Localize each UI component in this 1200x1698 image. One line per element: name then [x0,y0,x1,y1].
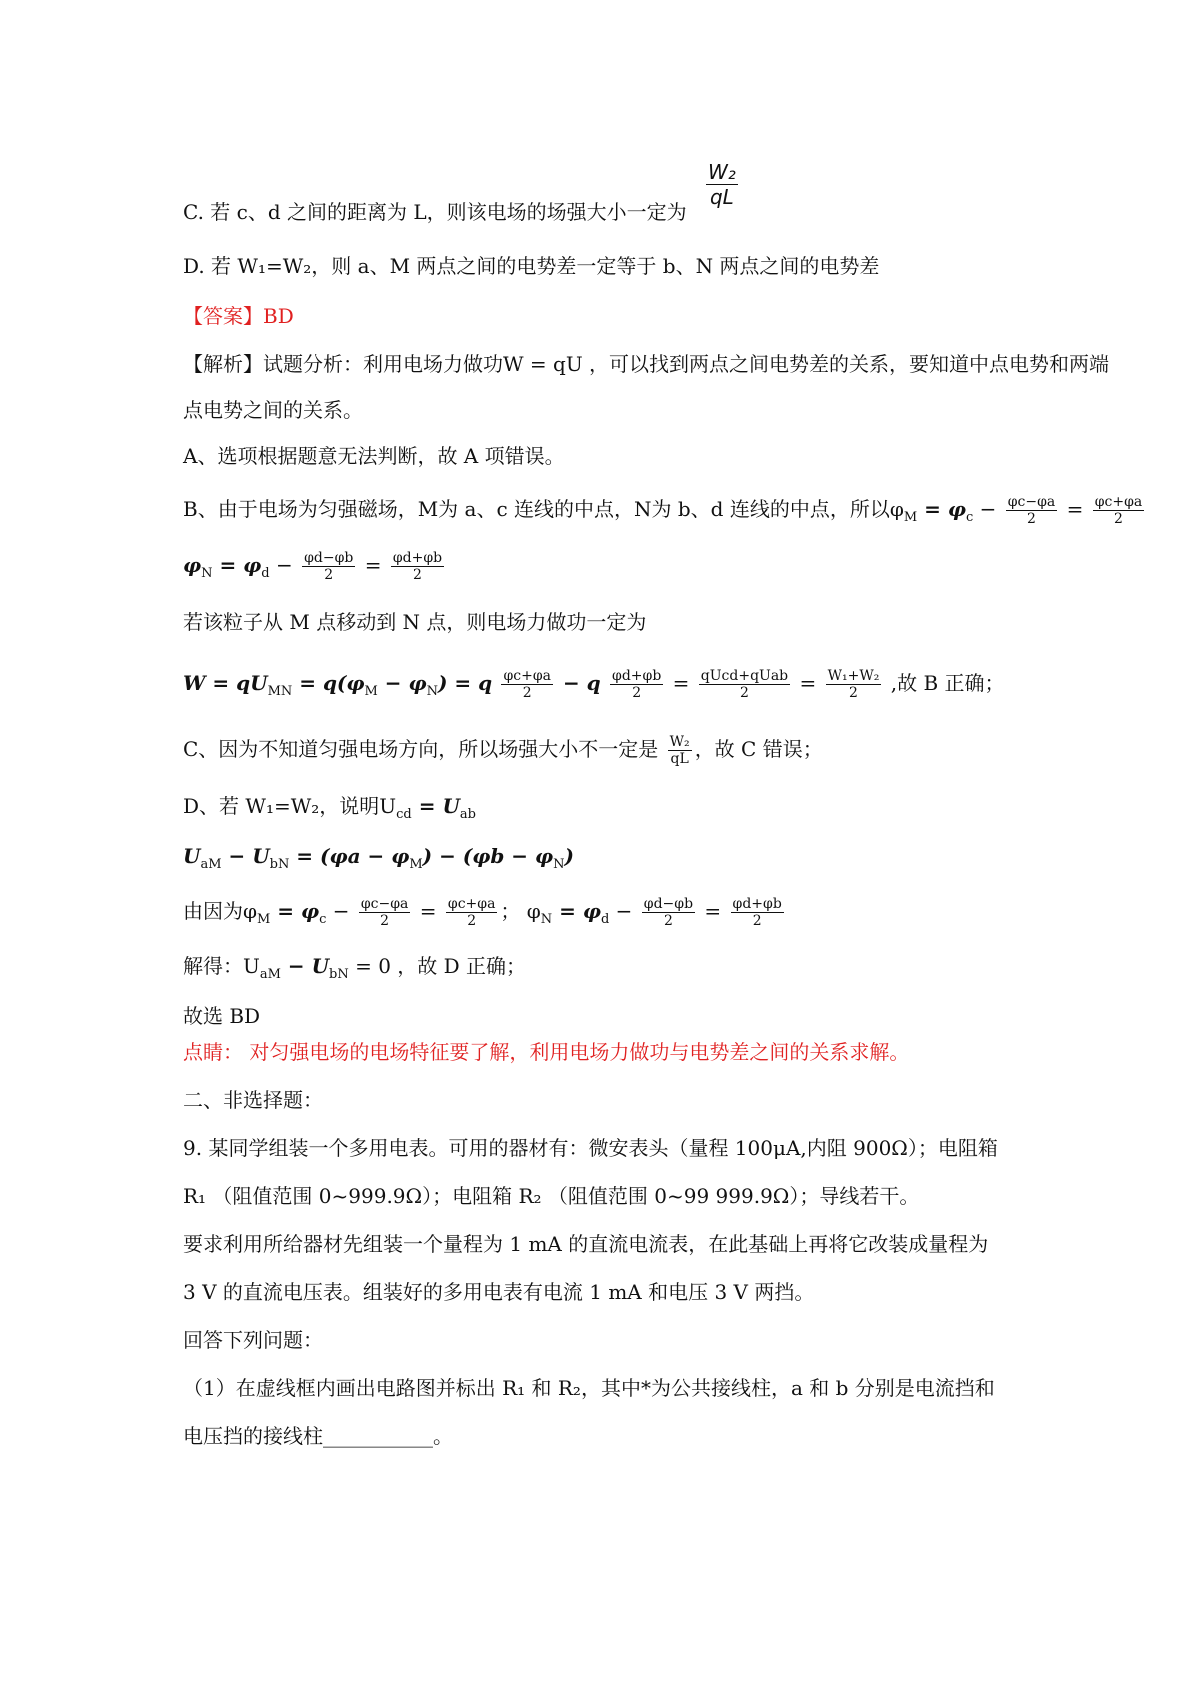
fraction: $\frac{\varphi d+\varphi b}{2}$ [392,550,443,583]
final-choice: 故选 BD [183,1004,261,1028]
fraction: $\frac{\text{W₂}}{qL}$ [669,734,690,767]
optionC-fraction: W₂ qL [708,160,736,209]
q9-line7: 电压挡的接线柱___________。 [183,1424,453,1448]
fraction: $\frac{\varphi d+\varphi b}{2}$ [732,896,782,929]
answer: 【答案】BD [183,304,294,328]
fraction: $\frac{\text{qUcd+qUab}}{2}$ [700,668,789,701]
q9-line5: 回答下列问题： [183,1328,323,1352]
q9-line4: 3 V 的直流电压表。组装好的多用电表有电流 1 mA 和电压 3 V 两挡。 [183,1280,815,1304]
q9-line3: 要求利用所给器材先组装一个量程为 1 mA 的直流电流表，在此基础上再将它改装成量程为 [183,1232,989,1256]
analysis-d-line3: 由因为$\varphi_M = \varphi_c$ − $\frac{\varphi c-\varphi a}{2}$ = $\frac{\varphi c+\varphi a}{2}$ ； $\varphi_N = \varphi_d$ − $\frac{\varphi d-\varphi b}{2}$ = $\frac{\varphi d+\varphi b}{2}$ [183,896,782,929]
analysis-intro-2: 点电势之间的关系。 [183,398,363,422]
fraction: $\frac{\varphi d-\varphi b}{2}$ [304,550,354,583]
analysis-c: C、因为不知道匀强电场方向，所以场强大小不一定是 $\frac{\text{W₂}}{qL}$ ，故 C 错误； [183,734,823,767]
option-d: D. 若 W₁=W₂，则 a、M 两点之间的电势差一定等于 b、N 两点之间的电势差 [183,254,880,278]
fraction: $\frac{\varphi c-\varphi a}{2}$ [360,896,409,929]
analysis-d-line4: 解得：$U_{aM} - U_{bN} = 0$ ，故 D 正确； [183,954,527,982]
q9-line6: （1）在虚线框内画出电路图并标出 R₁ 和 R₂，其中*为公共接线柱，a 和 b 分别是电流挡和 [183,1376,995,1400]
fraction: $\frac{\varphi c+\varphi a}{2}$ [503,668,551,701]
fraction: $\frac{\varphi c+\varphi a}{2}$ [447,896,496,929]
fraction: $\frac{\varphi d-\varphi b}{2}$ [643,896,694,929]
option-c: C. 若 c、d 之间的距离为 L，则该电场的场强大小一定为 [183,200,687,224]
analysis-d-line1: D、若 W₁=W₂，说明$U_{cd} = U_{ab}$ [183,794,476,822]
analysis-d-line2: $U_{aM} - U_{bN} = (\varphi a - \varphi_M) - (\varphi b - \varphi_N)$ [183,844,574,872]
analysis-intro-1: 【解析】试题分析：利用电场力做功W = qU ，可以找到两点之间电势差的关系，要知道中点电势和两端 [183,352,1110,376]
fraction: $\frac{\varphi c-\varphi a}{2}$ [1007,494,1056,527]
analysis-b-line2: $\varphi_N = \varphi_d$ − $\frac{\varphi d-\varphi b}{2}$ = $\frac{\varphi d+\varphi b}{2}$ [183,550,443,583]
analysis-b-line3: 若该粒子从 M 点移动到 N 点，则电场力做功一定为 [183,610,647,634]
section-heading: 二、非选择题： [183,1088,323,1112]
q9-line1: 9. 某同学组装一个多用电表。可用的器材有：微安表头（量程 100μA,内阻 900Ω）；电阻箱 [183,1136,998,1160]
analysis-a: A、选项根据题意无法判断，故 A 项错误。 [183,444,565,468]
analysis-b-line1: B、由于电场为匀强磁场，M为 a、c 连线的中点，N为 b、d 连线的中点，所以$\varphi_M = \varphi_c$ − $\frac{\varphi c-\varphi a}{2}$ = $\frac{\varphi c+\varphi a}{2}$ [183,494,1143,527]
note: 点睛： 对匀强电场的电场特征要了解，利用电场力做功与电势差之间的关系求解。 [183,1040,910,1064]
analysis-b-line4: $W = qU_{MN} = q(\varphi_M - \varphi_N) = q$ $\frac{\varphi c+\varphi a}{2}$ − q $\frac{\varphi d+\varphi b}{2}$ = $\frac{\text{qUcd+qUab}}{2}$ = $\frac{\text{W₁+W₂}}{2}$ ,故 B 正确； [183,668,1005,701]
fraction: $\frac{\varphi c+\varphi a}{2}$ [1094,494,1143,527]
q9-line2: R₁ （阻值范围 0~999.9Ω）；电阻箱 R₂ （阻值范围 0~99 999.9Ω）；导线若干。 [183,1184,920,1208]
fraction: $\frac{\varphi d+\varphi b}{2}$ [612,668,662,701]
fraction: $\frac{\text{W₁+W₂}}{2}$ [827,668,880,701]
